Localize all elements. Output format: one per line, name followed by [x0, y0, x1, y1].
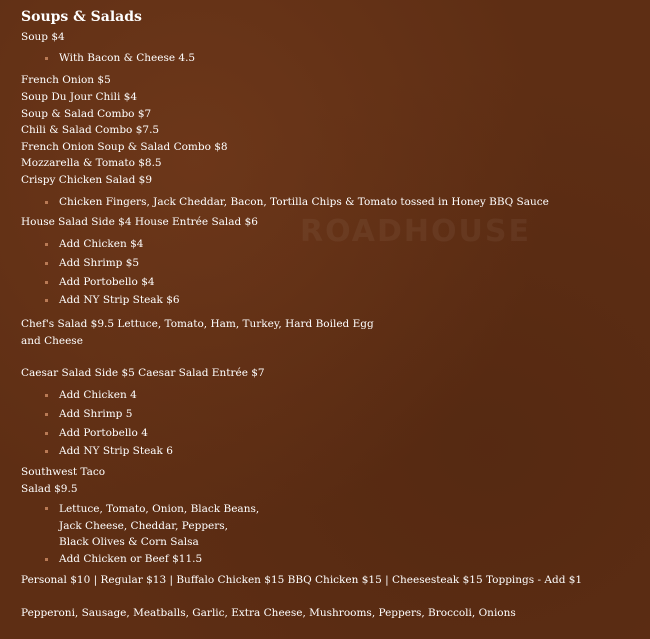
menu-item: French Onion Soup & Salad Combo $8 [21, 140, 228, 153]
menu-content [21, 8, 641, 621]
soup-options-list [21, 49, 641, 68]
watermark-logo: ROADHOUSE [300, 214, 531, 249]
desc-line: Jack Cheese, Cheddar, Peppers, [59, 519, 229, 532]
list-item: Add NY Strip Steak 6 [21, 442, 641, 461]
list-item: Add Shrimp 5 [21, 405, 641, 424]
list-item: Add NY Strip Steak $6 [21, 291, 641, 310]
chefs-salad-line: Chef's Salad $9.5 Lettuce, Tomato, Ham, Turkey, Hard Boiled Egg [21, 318, 374, 331]
pizza-prices: Personal $10 | Regular $13 | Buffalo Chicken $15 BBQ Chicken $15 | Cheesesteak $15 Toppings - Add $1 [21, 573, 583, 586]
menu-item: Chili & Salad Combo $7.5 [21, 124, 160, 137]
house-salad-addons-list [21, 235, 641, 310]
list-item: Add Chicken 4 [21, 386, 641, 405]
list-item: Add Chicken or Beef $11.5 [21, 550, 641, 569]
pizza-toppings: Pepperoni, Sausage, Meatballs, Garlic, Extra Cheese, Mushrooms, Peppers, Broccoli, Onions [21, 606, 516, 619]
southwest-salad [21, 464, 641, 497]
list-item: Add Portobello $4 [21, 273, 641, 292]
menu-item: Soup Du Jour Chili $4 [21, 90, 138, 103]
list-item: Add Portobello 4 [21, 424, 641, 443]
list-item: With Bacon & Cheese 4.5 [21, 49, 641, 68]
menu-item: Mozzarella & Tomato $8.5 [21, 157, 162, 170]
main-items [21, 72, 641, 188]
section-title: Soups & Salads [21, 9, 142, 25]
crispy-chicken-desc-list [21, 193, 641, 212]
soup-price: Soup $4 [21, 31, 65, 43]
southwest-desc-list [21, 500, 641, 569]
southwest-salad-line: Southwest Taco [21, 466, 106, 479]
list-item [21, 500, 641, 550]
menu-item: Soup & Salad Combo $7 [21, 107, 152, 120]
house-salad-price: House Salad Side $4 House Entrée Salad $6 [21, 216, 258, 229]
desc-line: Lettuce, Tomato, Onion, Black Beans, [59, 503, 260, 516]
menu-item: French Onion $5 [21, 74, 111, 87]
chefs-salad [21, 316, 641, 349]
list-item: Add Chicken $4 [21, 235, 641, 254]
chefs-salad-line: and Cheese [21, 334, 83, 347]
caesar-salad-addons-list [21, 386, 641, 461]
menu-item: Crispy Chicken Salad $9 [21, 173, 152, 186]
desc-line: Black Olives & Corn Salsa [59, 535, 199, 548]
list-item: Chicken Fingers, Jack Cheddar, Bacon, Tortilla Chips & Tomato tossed in Honey BBQ Sauce [21, 193, 641, 212]
southwest-salad-line: Salad $9.5 [21, 482, 78, 495]
list-item: Add Shrimp $5 [21, 254, 641, 273]
caesar-salad-price: Caesar Salad Side $5 Caesar Salad Entrée $7 [21, 367, 265, 380]
